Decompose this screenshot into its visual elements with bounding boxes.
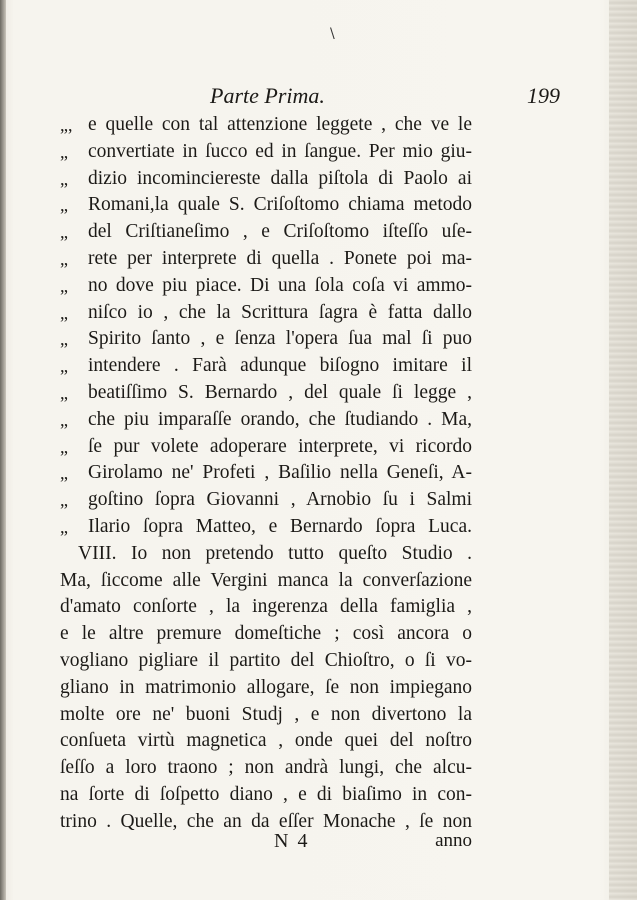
quoted-line [60,487,472,514]
paragraph-line [60,648,472,675]
quote-mark: „ [60,248,68,269]
line-text: Romani,la quale S. Criſoſtomo chiama metodo [88,194,472,216]
line-text: no dove piu piace. Di una ſola coſa vi ammo- [88,274,472,296]
line-text: convertiate in ſucco ed in ſangue. Per mio giu- [88,140,472,162]
line-text: e quelle con tal attenzione leggete , che ve le [88,114,472,135]
page-left-edge [0,0,6,900]
quote-mark: „ [60,168,68,189]
line-text: d'amato conſorte , la ingerenza della famiglia , [60,596,472,618]
paragraph-line [60,702,472,729]
quote-mark: „, [60,115,73,135]
line-text: intendere . Farà adunque biſogno imitare il [88,355,472,377]
quoted-line [60,514,472,541]
signature-mark: N 4 [274,830,310,852]
quote-mark: „ [60,516,68,537]
line-text: ſeſſo a loro traono ; non andrà lungi, che alcu- [60,757,472,779]
line-text: beatiſſimo S. Bernardo , del quale ſi legge , [88,381,472,403]
stray-mark: \ [330,26,335,42]
quoted-line [60,460,472,487]
paragraph-line [60,728,472,755]
quote-mark: „ [60,382,68,403]
quoted-line [60,300,472,327]
quoted-line [60,139,472,166]
quoted-line [60,219,472,246]
page-header [60,83,560,107]
paragraph-line [60,621,472,648]
line-text: conſueta virtù magnetica , onde quei del noſtro [60,730,472,752]
quote-mark: „ [60,409,68,430]
paragraph-line [60,594,472,621]
paragraph-line [60,541,472,568]
paragraph-line [60,782,472,809]
quote-mark: „ [60,302,68,323]
quoted-line [60,380,472,407]
quoted-line [60,326,472,353]
body-text [60,112,480,836]
line-text: niſco io , che la Scrittura ſagra è fatta dallo [88,301,472,323]
line-text: na ſorte di ſoſpetto diano , e di biaſimo in con- [60,783,472,805]
quote-mark: „ [60,356,68,377]
line-text: Ilario ſopra Matteo, e Bernardo ſopra Luca. [88,515,472,537]
quoted-line [60,246,472,273]
quoted-line [60,112,472,139]
line-text: dizio incominciereste dalla piſtola di Paolo ai [88,167,472,189]
quote-mark: „ [60,275,68,296]
line-text: che piu imparaſſe orando, che ſtudiando . Ma, [88,408,472,430]
line-text: goſtino ſopra Giovanni , Arnobio ſu i Salmi [88,489,472,511]
paragraph-line [60,675,472,702]
quoted-line [60,407,472,434]
line-text: Spirito ſanto , e ſenza l'opera ſua mal ſi puo [88,328,472,350]
line-text: ſe pur volete adoperare interprete, vi ricordo [88,435,472,457]
quoted-line [60,192,472,219]
quoted-line [60,353,472,380]
paragraph-line [60,568,472,595]
line-text: del Criſtianeſimo , e Criſoſtomo iſteſſo uſe- [88,221,472,243]
quoted-line [60,166,472,193]
quote-mark: „ [60,490,68,511]
line-text: rete per interprete di quella . Ponete poi ma- [88,247,472,269]
quote-mark: „ [60,436,68,457]
quote-mark: „ [60,463,68,484]
quote-mark: „ [60,222,68,243]
line-text: e le altre premure domeſtiche ; così ancora o [60,623,472,645]
quoted-line [60,273,472,300]
catchword: anno [435,830,472,851]
line-text: vogliano pigliare il partito del Chioſtro, o ſi vo- [60,649,472,671]
page-footer [60,830,472,854]
quote-mark: „ [60,329,68,350]
line-text: gliano in matrimonio allogare, ſe non impiegano [60,676,472,698]
page-right-edge [609,0,637,900]
line-text: Girolamo ne' Profeti , Baſilio nella Geneſi, A- [88,462,472,484]
quote-mark: „ [60,195,68,216]
line-text: VIII. Io non pretendo tutto queſto Studio . [78,542,472,564]
line-text: trino . Quelle, che an da eſſer Monache , ſe non [60,810,472,832]
line-text: Ma, ſiccome alle Vergini manca la converſazione [60,569,472,591]
quote-mark: „ [60,141,68,162]
line-text: molte ore ne' buoni Studj , e non divertono la [60,703,472,725]
paragraph-line [60,755,472,782]
running-head: Parte Prima. [210,83,325,108]
quoted-line [60,434,472,461]
page-number: 199 [527,83,560,108]
